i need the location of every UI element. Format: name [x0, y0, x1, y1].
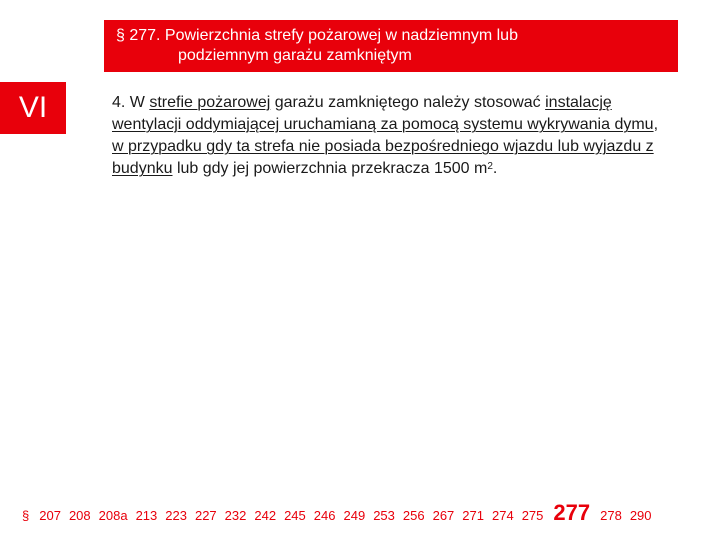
nav-link-267[interactable]: 267: [432, 508, 455, 523]
paragraph-text: .: [492, 160, 498, 177]
paragraph-text: ,: [653, 116, 659, 133]
nav-link-223[interactable]: 223: [165, 508, 187, 523]
paragraph-link-no-direct-entry[interactable]: w przypadku gdy ta strefa nie posiada bezpośredniego wjazdu lub wyjazdu z budynku: [112, 138, 654, 177]
nav-link-213[interactable]: 213: [135, 508, 158, 523]
nav-link-246[interactable]: 246: [313, 508, 336, 523]
section-symbol: §: [22, 508, 30, 523]
paragraph-link-fire-zone[interactable]: strefie pożarowej: [149, 94, 271, 111]
nav-link-271[interactable]: 271: [462, 508, 484, 523]
nav-link-207[interactable]: 207: [39, 508, 61, 523]
nav-link-208[interactable]: 208: [68, 508, 91, 523]
superscript-2: 2: [487, 161, 493, 172]
section-navigation: [22, 500, 712, 526]
nav-link-278[interactable]: 278: [600, 508, 622, 523]
nav-link-232[interactable]: 232: [224, 508, 247, 523]
paragraph-link-smoke-ventilation[interactable]: instalację wentylacji oddymiającej uruchamianą za pomocą systemu wykrywania dymu: [112, 94, 654, 133]
regulation-paragraph: [112, 92, 672, 180]
section-title-line2: podziemnym garażu zamkniętym: [178, 47, 412, 64]
paragraph-text: 4. W: [112, 94, 150, 111]
paragraph-text: lub gdy jej powierzchnia przekracza 1500 m: [172, 160, 488, 177]
nav-link-242[interactable]: 242: [254, 508, 277, 523]
nav-link-227[interactable]: 227: [194, 508, 217, 523]
nav-link-256[interactable]: 256: [402, 508, 425, 523]
section-title-banner: [104, 20, 678, 72]
nav-link-249[interactable]: 249: [343, 508, 366, 523]
chapter-badge: VI: [0, 82, 66, 134]
paragraph-text: garażu zamkniętego należy stosować: [270, 94, 546, 111]
nav-current-277: 277: [553, 500, 591, 525]
nav-link-275[interactable]: 275: [521, 508, 544, 523]
nav-link-245[interactable]: 245: [284, 508, 306, 523]
nav-link-290[interactable]: 290: [629, 508, 652, 523]
nav-link-274[interactable]: 274: [492, 508, 514, 523]
nav-link-208a[interactable]: 208a: [98, 508, 128, 523]
section-title-line1: § 277. Powierzchnia strefy pożarowej w nadziemnym lub: [116, 27, 518, 44]
nav-link-253[interactable]: 253: [373, 508, 395, 523]
